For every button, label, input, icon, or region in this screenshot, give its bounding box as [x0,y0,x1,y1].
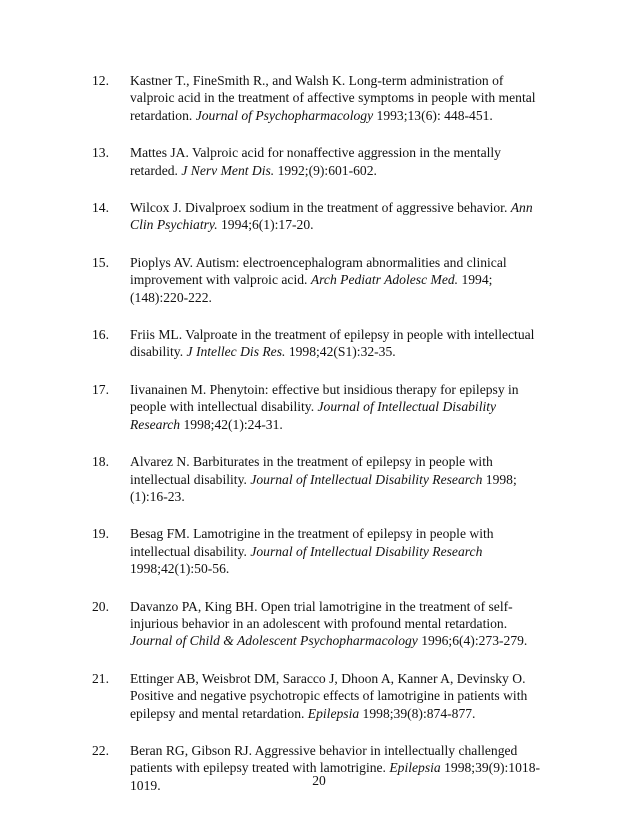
reference-number: 20. [92,598,109,614]
reference-text: Beran RG, Gibson RJ. Aggressive behavior in intellectually challenged patients with epilepsy treated with lamotrigine. Epilepsia 1998;39(9):1018-1019. [130,742,541,793]
reference-item [92,144,548,179]
reference-number: 22. [92,742,109,758]
journal-title: Epilepsia [389,760,441,776]
reference-text: Mattes JA. Valproic acid for nonaffective aggression in the mentally retarded. J Nerv Ment Dis. 1992;(9):601-602. [130,145,501,178]
reference-item [92,199,548,234]
journal-title: Journal of Child & Adolescent Psychopharmacology [130,633,418,649]
reference-text: Kastner T., FineSmith R., and Walsh K. Long-term administration of valproic acid in the treatment of affective symptoms in people with mental retardation. Journal of Psychopharmacology 1993;13(6): 448-451. [130,73,536,123]
reference-text: Pioplys AV. Autism: electroencephalogram abnormalities and clinical improvement with valproic acid. Arch Pediatr Adolesc Med. 1994;(148):220-222. [130,254,507,305]
reference-number: 15. [92,254,109,270]
journal-title: Epilepsia [307,705,360,721]
reference-number: 18. [92,454,109,470]
reference-item [92,381,548,433]
reference-text: Alvarez N. Barbiturates in the treatment of epilepsy in people with intellectual disability. Journal of Intellectual Disability Research 1998;(1):16-23. [130,454,517,504]
reference-item [92,525,548,577]
journal-title: J Intellec Dis Res. [186,344,286,360]
reference-number: 14. [92,200,109,216]
journal-title: J Nerv Ment Dis. [181,162,275,178]
reference-item [92,670,548,722]
reference-number: 12. [92,73,109,88]
reference-number: 17. [92,381,109,397]
reference-item [92,326,548,361]
reference-number: 19. [92,526,109,542]
reference-text: Iivanainen M. Phenytoin: effective but insidious therapy for epilepsy in people with intellectual disability. Journal of Intellectual Disability Research 1998;42(1):24-31. [130,381,519,432]
journal-title: Arch Pediatr Adolesc Med. [310,272,459,288]
reference-list [92,72,548,814]
journal-title: Journal of Intellectual Disability Research [250,543,483,559]
journal-title: Journal of Intellectual Disability Research [130,399,497,432]
reference-text: Wilcox J. Divalproex sodium in the treatment of aggressive behavior. Ann Clin Psychiatry. 1994;6(1):17-20. [130,200,533,233]
reference-item [92,453,548,505]
reference-item [92,598,548,650]
reference-number: 16. [92,327,109,343]
reference-number: 21. [92,670,109,686]
page-number: 20 [312,773,326,788]
reference-text: Ettinger AB, Weisbrot DM, Saracco J, Dhoon A, Kanner A, Devinsky O. Positive and negative psychotropic effects of lamotrigine in patients with epilepsy and mental retardation. Epilepsia 1998;39(8):874-877. [130,670,528,721]
journal-title: Journal of Psychopharmacology [195,107,374,123]
reference-text: Friis ML. Valproate in the treatment of epilepsy in people with intellectual disability. J Intellec Dis Res. 1998;42(S1):32-35. [130,327,535,360]
journal-title: Ann Clin Psychiatry. [130,200,533,233]
reference-item [92,254,548,306]
reference-item [92,72,548,124]
reference-text: Davanzo PA, King BH. Open trial lamotrigine in the treatment of self-injurious behavior in an adolescent with profound mental retardation. Journal of Child & Adolescent Psychopharmacology 1996;6(4):273-279. [130,598,528,649]
reference-number: 13. [92,145,109,161]
journal-title: Journal of Intellectual Disability Research [250,471,483,487]
reference-text: Besag FM. Lamotrigine in the treatment of epilepsy in people with intellectual disability. Journal of Intellectual Disability Research 1998;42(1):50-56. [130,526,494,577]
